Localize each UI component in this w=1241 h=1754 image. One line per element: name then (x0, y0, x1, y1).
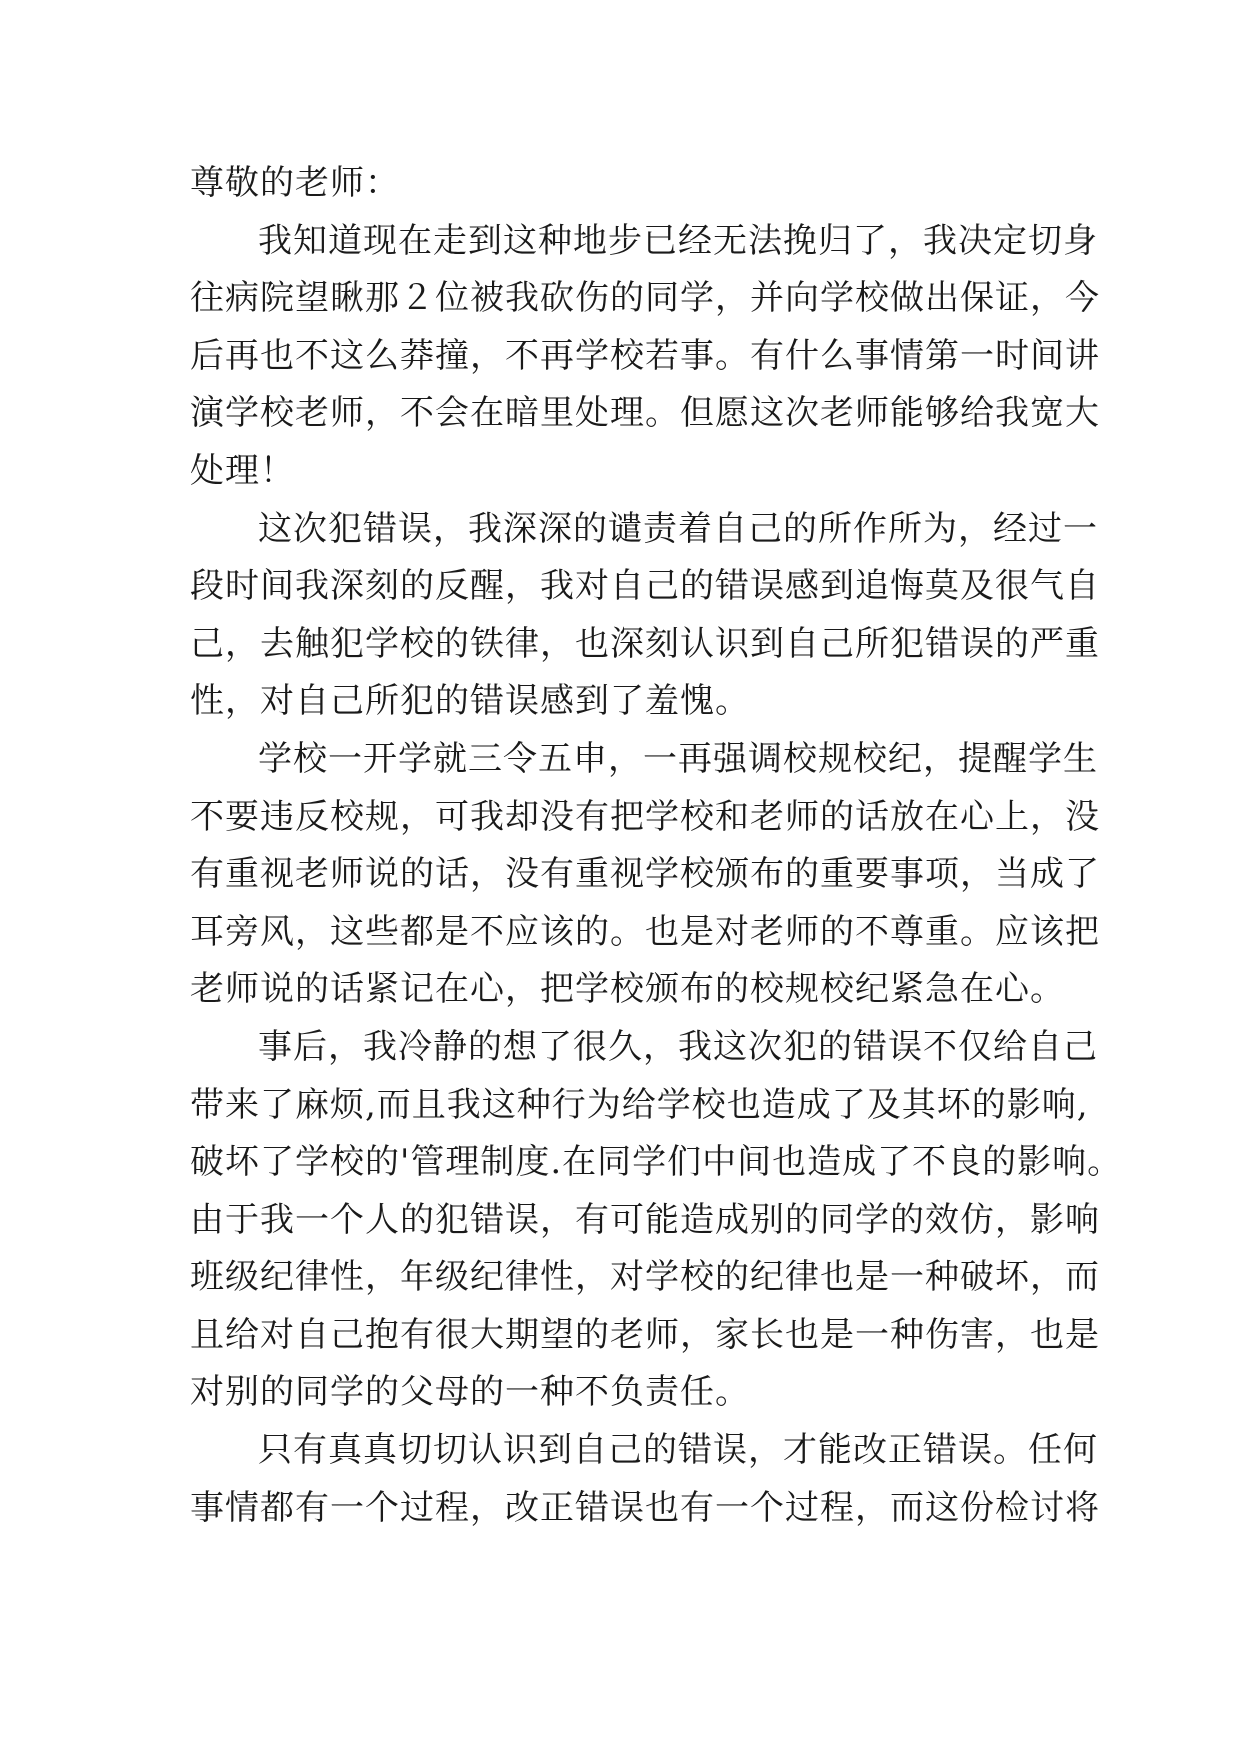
paragraph-1 (190, 213, 1100, 501)
text-line: 班级纪律性，年级纪律性，对学校的纪律也是一种破坏，而 (190, 1257, 1100, 1298)
text-line: 演学校老师，不会在暗里处理。但愿这次老师能够给我宽大 (190, 393, 1100, 434)
text-line: 不要违反校规，可我却没有把学校和老师的话放在心上，没 (190, 796, 1100, 837)
text-line: 破坏了学校的'管理制度.在同学们中间也造成了不良的影响。 (190, 1142, 1123, 1183)
text-line: 往病院望瞅那２位被我砍伤的同学，并向学校做出保证，今 (190, 278, 1100, 319)
text-line: 有重视老师说的话，没有重视学校颁布的重要事项，当成了 (190, 854, 1100, 895)
paragraph-5 (190, 1422, 1100, 1537)
text-line: 后再也不这么莽撞，不再学校若事。有什么事情第一时间讲 (190, 335, 1100, 376)
text-line: 这次犯错误，我深深的谴责着自己的所作所为，经过一 (258, 508, 1098, 549)
text-line: 耳旁风，这些都是不应该的。也是对老师的不尊重。应该把 (190, 911, 1100, 952)
text-line: 老师说的话紧记在心，把学校颁布的校规校纪紧急在心。 (190, 969, 1065, 1010)
text-line: 处理！ (190, 450, 295, 491)
text-line: 性，对自己所犯的错误感到了羞愧。 (190, 681, 750, 722)
text-line: 带来了麻烦,而且我这种行为给学校也造成了及其坏的影响, (190, 1084, 1089, 1125)
text-line: 只有真真切切认识到自己的错误，才能改正错误。任何 (258, 1430, 1098, 1471)
text-line: 事后，我冷静的想了很久，我这次犯的错误不仅给自己 (258, 1026, 1098, 1067)
text-line: 事情都有一个过程，改正错误也有一个过程，而这份检讨将 (190, 1487, 1100, 1528)
text-line: 且给对自己抱有很大期望的老师，家长也是一种伤害，也是 (190, 1314, 1100, 1355)
text-line: 我知道现在走到这种地步已经无法挽归了，我决定切身 (258, 220, 1098, 261)
letter-body (190, 155, 1123, 1537)
text-line: 己，去触犯学校的铁律，也深刻认识到自己所犯错误的严重 (190, 623, 1100, 664)
text-line: 段时间我深刻的反醒，我对自己的错误感到追悔莫及很气自 (190, 566, 1100, 607)
salutation: 尊敬的老师： (190, 163, 400, 203)
paragraph-2 (190, 501, 1100, 731)
text-line: 学校一开学就三令五申，一再强调校规校纪，提醒学生 (258, 738, 1098, 779)
text-line: 对别的同学的父母的一种不负责任。 (190, 1372, 750, 1413)
paragraph-4 (190, 1019, 1123, 1422)
paragraph-3 (190, 731, 1100, 1019)
text-line: 由于我一个人的犯错误，有可能造成别的同学的效仿，影响 (190, 1199, 1100, 1240)
